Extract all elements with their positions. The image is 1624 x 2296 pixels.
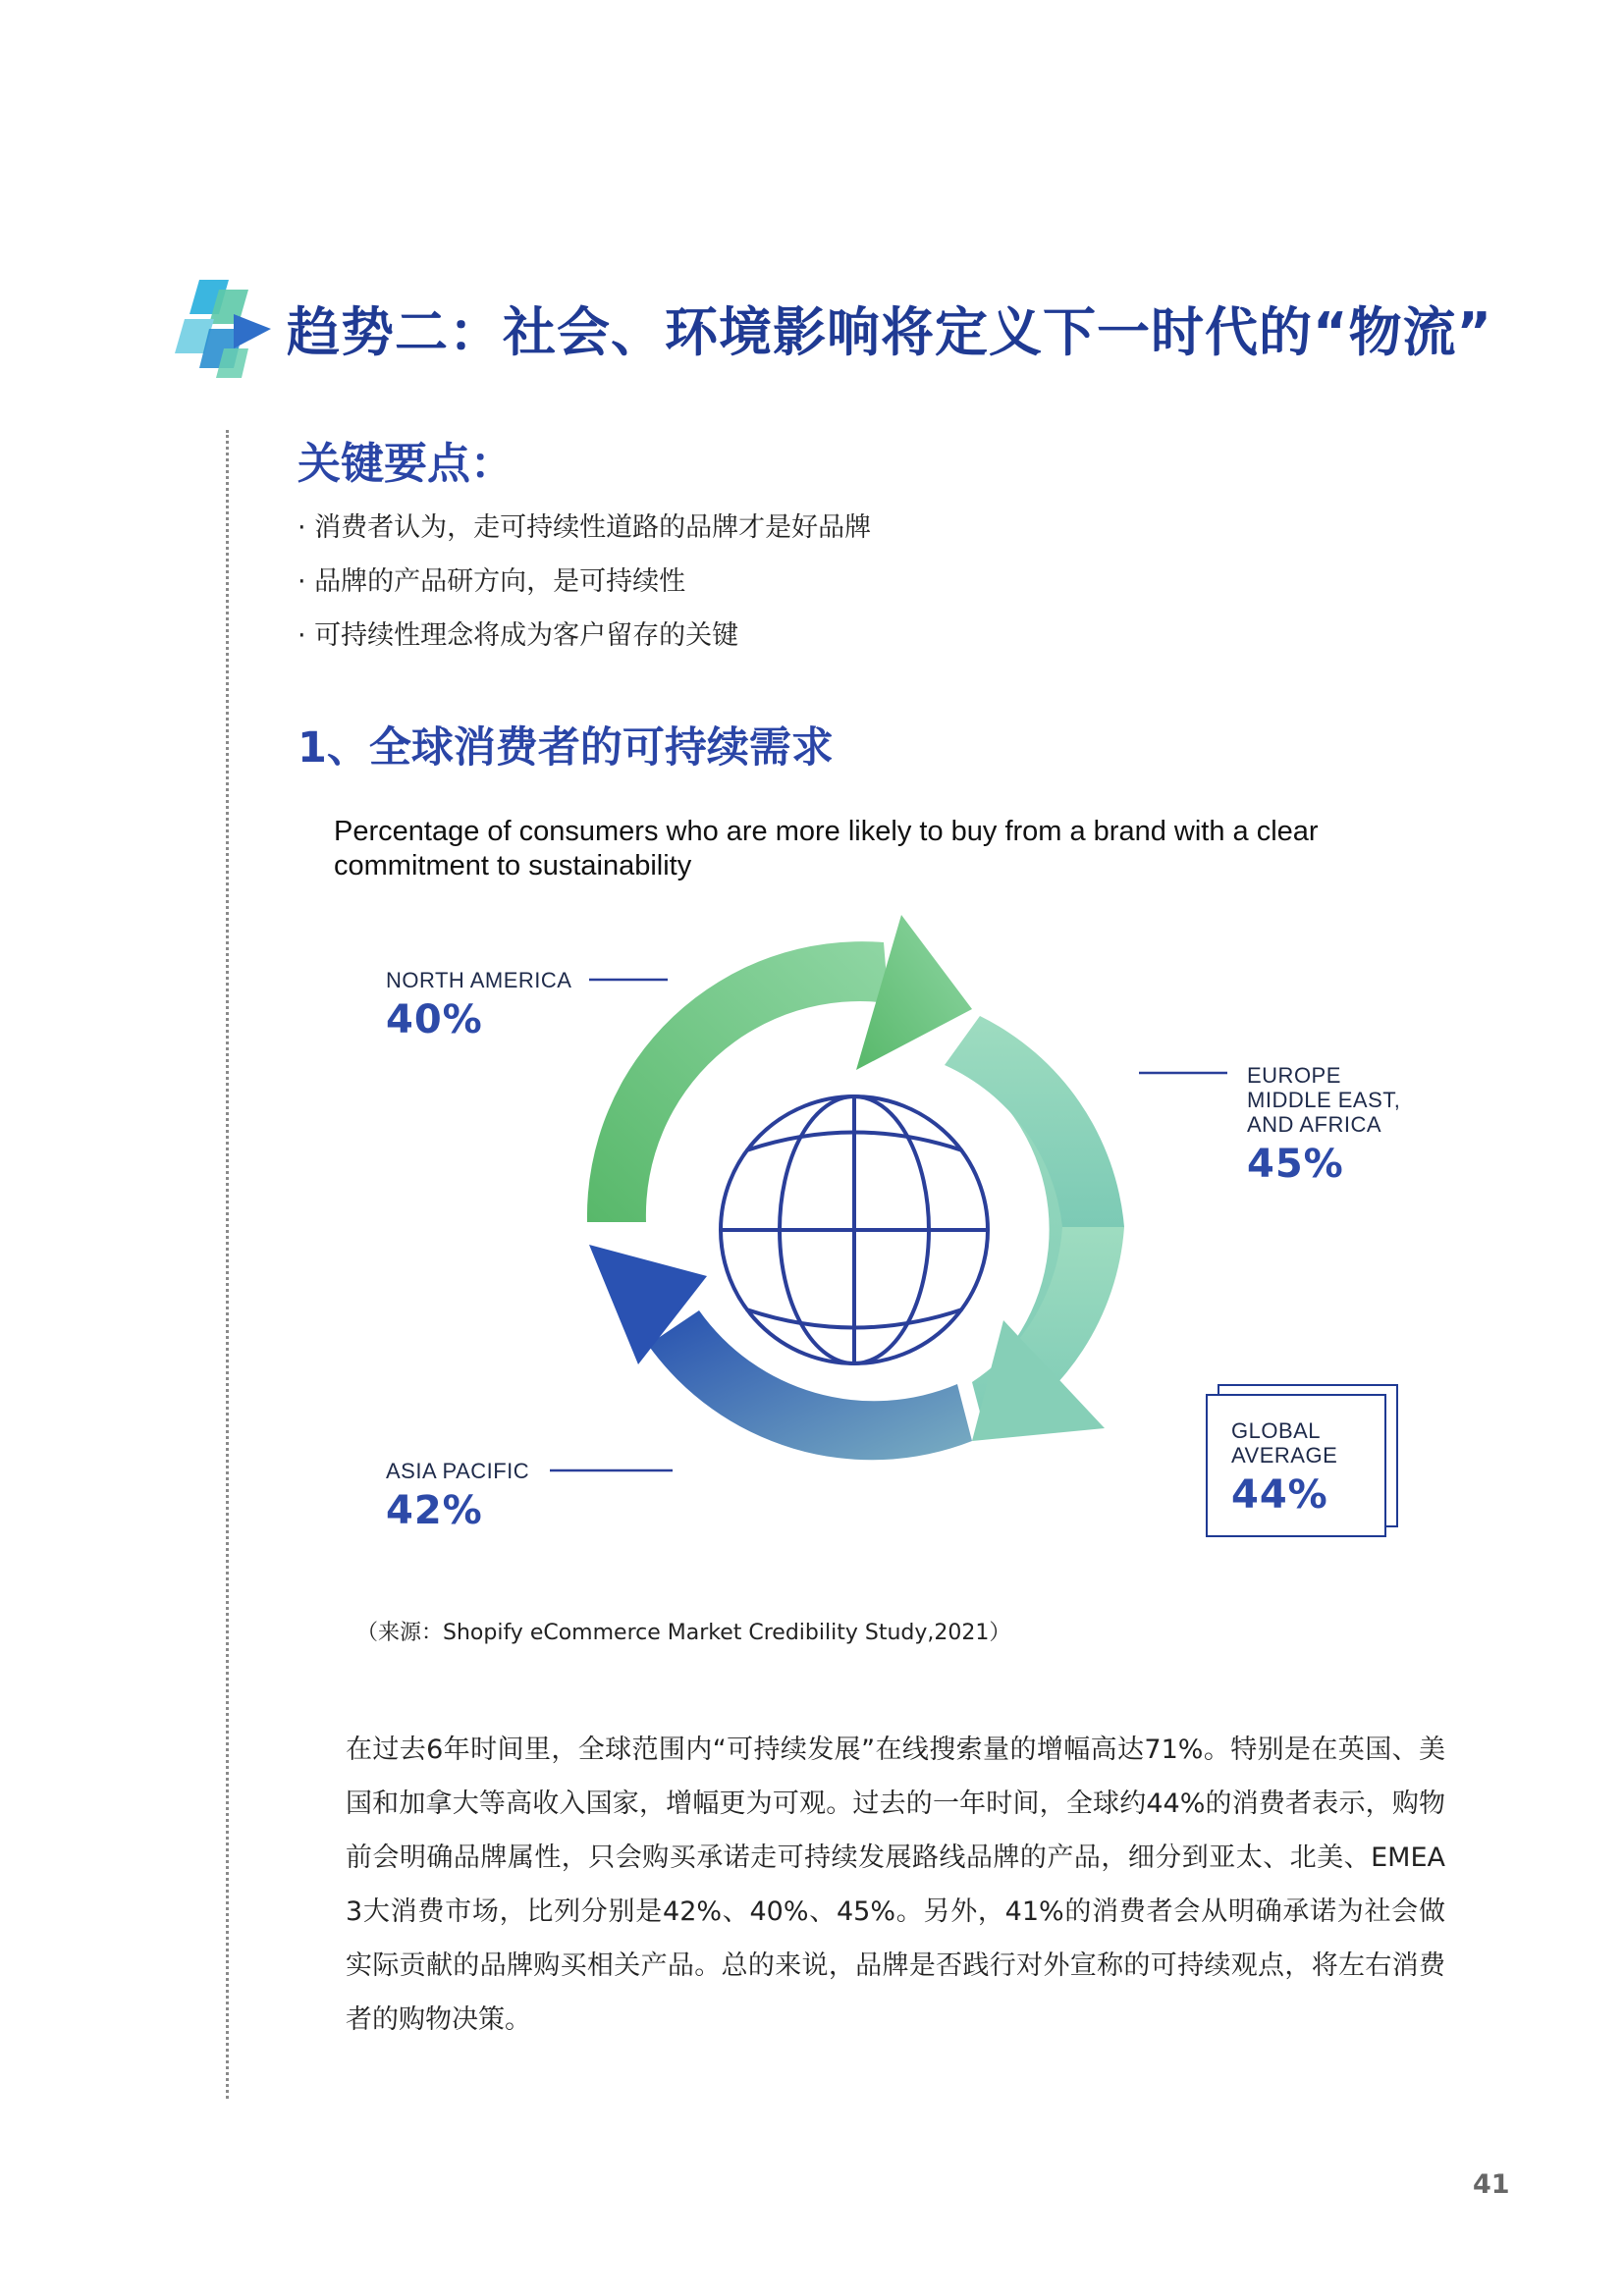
- globe-icon: [721, 1096, 988, 1363]
- region-label-emea-2: MIDDLE EAST,: [1247, 1088, 1401, 1112]
- region-value-north-america: 40%: [386, 997, 483, 1042]
- region-label-asia-pacific: ASIA PACIFIC: [386, 1459, 530, 1483]
- arrow-mint: [945, 1016, 1124, 1441]
- region-label-emea-3: AND AFRICA: [1247, 1112, 1382, 1137]
- logo-icon: [175, 275, 273, 383]
- region-label-emea-1: EUROPE: [1247, 1063, 1341, 1088]
- region-label-north-america: NORTH AMERICA: [386, 968, 572, 992]
- global-average-label-1: GLOBAL: [1231, 1418, 1322, 1443]
- global-average-label-2: AVERAGE: [1231, 1443, 1338, 1468]
- dotted-divider: [226, 430, 229, 2099]
- region-value-asia-pacific: 42%: [386, 1488, 483, 1533]
- arrow-green: [587, 915, 972, 1222]
- body-paragraph: 在过去6年时间里，全球范围内“可持续发展”在线搜索量的增幅高达71%。特别是在英国、美国和加拿大等高收入国家，增幅更为可观。过去的一年时间，全球约44%的消费者表示，购物前会明确品牌属性，只会购买承诺走可持续发展路线品牌的产品，细分到亚太、北美、EMEA 3大消费市场，比列分别是42%、40%、45%。另外，41%的消费者会从明确承诺为社会做实际贡献的品牌购买相关产品。总的来说，品牌是否践行对外宣称的可持续观点，将左右消费者的购物决策。: [346, 1735, 1445, 2035]
- arrow-blue: [589, 1245, 972, 1460]
- chart-title: Percentage of consumers who are more likely to buy from a brand with a clear commitment to sustainability: [334, 816, 1319, 881]
- section-heading: 1、全球消费者的可持续需求: [298, 723, 834, 773]
- key-points-heading: 关键要点：: [298, 439, 514, 489]
- region-value-emea: 45%: [1247, 1142, 1344, 1187]
- source-citation: （来源：Shopify eCommerce Market Credibility Study,2021）: [356, 1621, 1011, 1645]
- page-number: 41: [1473, 2169, 1510, 2200]
- page-title: 趋势二：社会、环境影响将定义下一时代的“物流”: [287, 301, 1492, 363]
- key-point-item: · 品牌的产品研方向，是可持续性: [298, 566, 686, 597]
- global-average-value: 44%: [1231, 1472, 1328, 1518]
- key-point-item: · 消费者认为，走可持续性道路的品牌才是好品牌: [298, 512, 872, 543]
- key-point-item: · 可持续性理念将成为客户留存的关键: [298, 620, 739, 651]
